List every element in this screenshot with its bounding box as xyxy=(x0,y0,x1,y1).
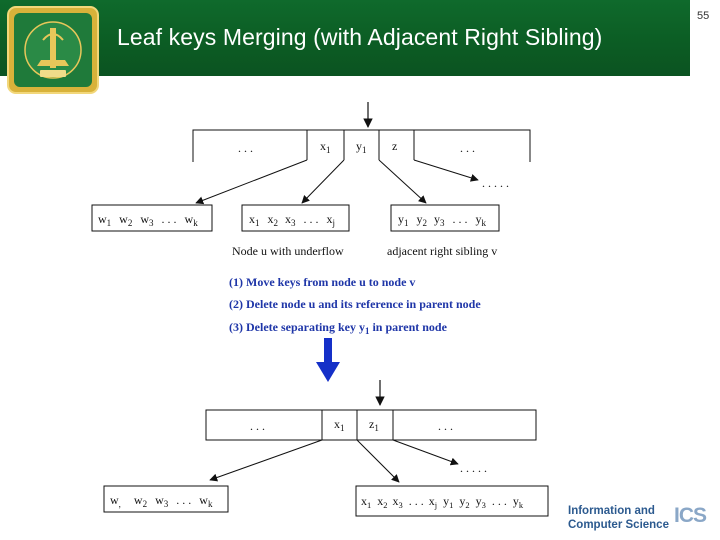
parent-node-after xyxy=(206,410,536,440)
pointer-to-next xyxy=(414,160,478,180)
svg-text:x1 x2 x3 . .: $x_1$ $x_2$ $x_3$ . . . $x_j$ $y_1$ $y_2$ $y_3$ . . . $y_k$ xyxy=(361,494,524,510)
parent-after-key-x1: x xyxy=(334,417,340,431)
svg-text:w1 w2 w3 . .: $w_1$ $w_2$ $w_3$ . . . $w_k$ xyxy=(98,212,198,228)
trailing-dots-bottom: . . . . . xyxy=(460,461,487,475)
leaf-node-u-before xyxy=(242,205,349,231)
pointer-after-to-v xyxy=(357,440,399,482)
parent-left-dots: . . . xyxy=(238,141,253,155)
page-number: 55 xyxy=(697,10,710,22)
label-node-v: adjacent right sibling v xyxy=(387,244,498,258)
label-node-u: Node u with underflow xyxy=(232,244,344,258)
svg-text:x1 x2 x3 . .: $x_1$ $x_2$ $x_3$ . . . $x_j$ xyxy=(249,212,336,228)
step-2: (2) Delete node u and its reference in parent node xyxy=(229,297,481,311)
pointer-to-u-node xyxy=(302,160,344,203)
trailing-dots-top: . . . . . xyxy=(482,176,509,190)
leaf-node-v-before xyxy=(391,205,499,231)
parent-key-x1: x xyxy=(320,139,326,153)
ics-logo-line1: Information and xyxy=(568,505,655,517)
ics-logo-mark: ICS xyxy=(674,504,707,527)
pointer-after-to-w xyxy=(210,440,322,480)
parent-after-right-dots: . . . xyxy=(438,419,453,433)
svg-text:w, w2 w3 . .: $w_,$ $w_2$ $w_3$ . . . $w_k$ xyxy=(110,493,213,509)
parent-key-y1: y xyxy=(356,139,362,153)
parent-right-dots: . . . xyxy=(460,141,475,155)
pointer-to-w-node xyxy=(196,160,307,203)
ics-logo-line2: Computer Science xyxy=(568,519,669,531)
merged-leaf-node-v xyxy=(356,486,548,516)
svg-text:y1: $y_1$ xyxy=(356,139,367,155)
parent-node-before xyxy=(193,130,530,162)
pointer-after-to-next xyxy=(393,440,458,464)
parent-after-left-dots: . . . xyxy=(250,419,265,433)
step-3: (3) Delete separating key $y_1$ in parent node xyxy=(229,320,447,336)
transition-down-arrow-icon xyxy=(316,338,340,382)
svg-text:y1 y2 y3 . .: $y_1$ $y_2$ $y_3$ . . . $y_k$ xyxy=(398,212,486,228)
ics-department-logo xyxy=(566,503,716,537)
parent-key-z: z xyxy=(392,139,398,153)
pointer-to-v-node xyxy=(379,160,426,203)
leaf-node-w-after xyxy=(104,486,228,512)
leaf-node-w-before xyxy=(92,205,212,231)
svg-text:x1: $x_1$ xyxy=(334,417,345,433)
parent-after-key-z1: z xyxy=(369,417,375,431)
slide-title: Leaf keys Merging (with Adjacent Right Sibling) xyxy=(117,24,603,50)
svg-text:x1: $x_1$ xyxy=(320,139,331,155)
step-1: (1) Move keys from node u to node v xyxy=(229,275,416,289)
svg-text:z1: $z_1$ xyxy=(369,417,379,433)
